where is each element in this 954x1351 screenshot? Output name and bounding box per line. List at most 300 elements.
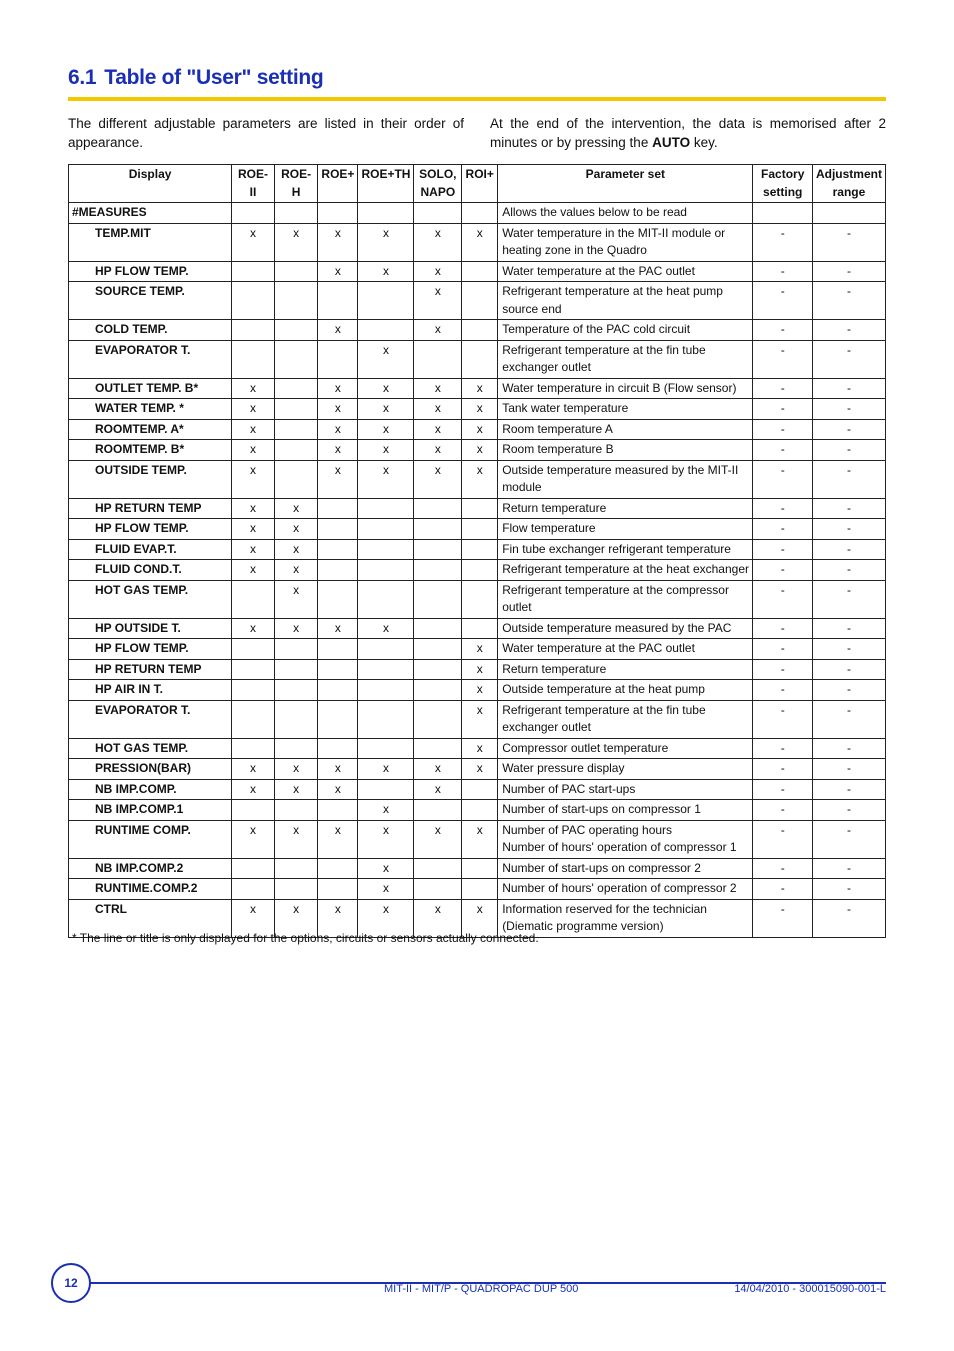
parameter-cell	[498, 539, 753, 560]
mark-cell-solo-napo: x	[414, 820, 462, 858]
adjustment-range-cell: -	[812, 738, 885, 759]
mark-cell-roe-plus	[318, 680, 358, 701]
adjustment-range-cell: -	[812, 282, 885, 320]
factory-setting-cell: -	[753, 223, 812, 261]
mark-cell-roe-plus	[318, 879, 358, 900]
mark-cell-roe-plus-th	[358, 203, 414, 224]
parameter-text: Refrigerant temperature at the heat exchanger	[502, 562, 750, 576]
parameter-cell	[498, 498, 753, 519]
mark-cell-roe-plus-th	[358, 519, 414, 540]
mark-cell-roe-plus-th	[358, 700, 414, 738]
mark-cell-roe-ii	[232, 203, 275, 224]
display-cell: EVAPORATOR T.	[69, 700, 232, 738]
adjustment-range-cell: -	[812, 858, 885, 879]
mark-cell-roe-ii: x	[232, 399, 275, 420]
table-header-row	[69, 165, 886, 203]
parameter-cell	[498, 580, 753, 618]
parameter-text: Refrigerant temperature at the heat pump source end	[502, 284, 723, 316]
table-row	[69, 618, 886, 639]
mark-cell-roe-plus-th	[358, 659, 414, 680]
mark-cell-roi-plus: x	[462, 820, 498, 858]
parameter-text: Number of PAC operating hours	[502, 822, 673, 837]
footer-document-reference: 14/04/2010 - 300015090-001-L	[734, 1283, 886, 1295]
page-number: 12	[64, 1276, 78, 1290]
mark-cell-solo-napo	[414, 519, 462, 540]
adjustment-range-cell: -	[812, 580, 885, 618]
factory-setting-cell: -	[753, 498, 812, 519]
parameter-cell	[498, 440, 753, 461]
mark-cell-roe-plus	[318, 858, 358, 879]
adjustment-range-cell: -	[812, 779, 885, 800]
adjustment-range-cell: -	[812, 261, 885, 282]
table-row	[69, 340, 886, 378]
factory-setting-cell: -	[753, 700, 812, 738]
mark-cell-solo-napo	[414, 680, 462, 701]
table-row	[69, 498, 886, 519]
mark-cell-roe-h: x	[274, 618, 318, 639]
mark-cell-roe-ii: x	[232, 440, 275, 461]
mark-cell-roe-plus-th	[358, 680, 414, 701]
display-cell: FLUID EVAP.T.	[69, 539, 232, 560]
factory-setting-cell: -	[753, 320, 812, 341]
mark-cell-roe-plus: x	[318, 223, 358, 261]
factory-setting-cell: -	[753, 879, 812, 900]
header-parameter-set: Parameter set	[498, 165, 753, 203]
mark-cell-roe-h	[274, 419, 318, 440]
parameter-text: Refrigerant temperature at the compressor outlet	[502, 582, 729, 614]
header-adjustment-range: Adjustment range	[812, 165, 885, 203]
mark-cell-solo-napo	[414, 340, 462, 378]
adjustment-range-cell: -	[812, 519, 885, 540]
mark-cell-roe-plus: x	[318, 440, 358, 461]
mark-cell-roe-plus-th	[358, 779, 414, 800]
mark-cell-roe-plus-th: x	[358, 419, 414, 440]
intro-left: The different adjustable parameters are listed in their order of appearance.	[68, 116, 464, 150]
mark-cell-roe-plus-th: x	[358, 899, 414, 937]
parameter-cell	[498, 659, 753, 680]
mark-cell-roe-plus-th	[358, 282, 414, 320]
table-row	[69, 680, 886, 701]
factory-setting-cell: -	[753, 899, 812, 937]
table-row	[69, 858, 886, 879]
mark-cell-roi-plus	[462, 320, 498, 341]
parameter-cell	[498, 261, 753, 282]
mark-cell-roi-plus: x	[462, 738, 498, 759]
mark-cell-solo-napo	[414, 618, 462, 639]
mark-cell-roi-plus: x	[462, 460, 498, 498]
table-row	[69, 223, 886, 261]
factory-setting-cell: -	[753, 580, 812, 618]
display-cell: HP AIR IN T.	[69, 680, 232, 701]
mark-cell-solo-napo	[414, 800, 462, 821]
mark-cell-roe-ii	[232, 879, 275, 900]
mark-cell-roi-plus: x	[462, 440, 498, 461]
parameter-text: Room temperature A	[502, 421, 613, 436]
display-cell: OUTLET TEMP. B*	[69, 378, 232, 399]
mark-cell-solo-napo	[414, 639, 462, 660]
display-cell: HP OUTSIDE T.	[69, 618, 232, 639]
parameter-text: Water temperature in the MIT-II module or heating zone in the Quadro	[502, 225, 726, 257]
table-row	[69, 460, 886, 498]
mark-cell-roe-ii	[232, 639, 275, 660]
parameter-text: Water temperature at the PAC outlet	[502, 263, 695, 278]
mark-cell-roe-plus	[318, 700, 358, 738]
parameter-cell	[498, 779, 753, 800]
parameter-text: Outside temperature measured by the PAC	[502, 620, 732, 635]
mark-cell-roe-plus	[318, 580, 358, 618]
mark-cell-roe-ii	[232, 261, 275, 282]
adjustment-range-cell: -	[812, 223, 885, 261]
parameter-cell	[498, 519, 753, 540]
mark-cell-roe-ii	[232, 800, 275, 821]
mark-cell-solo-napo	[414, 539, 462, 560]
mark-cell-roi-plus: x	[462, 399, 498, 420]
mark-cell-roe-ii	[232, 659, 275, 680]
mark-cell-roe-ii: x	[232, 560, 275, 581]
mark-cell-roe-plus	[318, 519, 358, 540]
parameter-text: Number of start-ups on compressor 1	[502, 802, 701, 816]
mark-cell-roe-h: x	[274, 223, 318, 261]
parameter-cell	[498, 639, 753, 660]
adjustment-range-cell: -	[812, 378, 885, 399]
mark-cell-roe-plus-th	[358, 639, 414, 660]
parameter-cell	[498, 320, 753, 341]
mark-cell-roe-plus-th: x	[358, 618, 414, 639]
factory-setting-cell: -	[753, 639, 812, 660]
header-roe-h: ROE-H	[274, 165, 318, 203]
section-heading	[68, 66, 323, 90]
factory-setting-cell: -	[753, 759, 812, 780]
mark-cell-solo-napo	[414, 580, 462, 618]
mark-cell-roe-plus-th	[358, 498, 414, 519]
factory-setting-cell: -	[753, 779, 812, 800]
header-roe-plus-th: ROE+TH	[358, 165, 414, 203]
mark-cell-roe-plus-th	[358, 580, 414, 618]
table-row	[69, 879, 886, 900]
mark-cell-roe-h	[274, 659, 318, 680]
factory-setting-cell: -	[753, 378, 812, 399]
factory-setting-cell: -	[753, 399, 812, 420]
mark-cell-roe-ii	[232, 340, 275, 378]
mark-cell-roe-ii: x	[232, 460, 275, 498]
parameter-text: Outside temperature measured by the MIT-II module	[502, 462, 739, 494]
section-number: 6.1	[68, 66, 97, 89]
mark-cell-roi-plus	[462, 800, 498, 821]
mark-cell-roe-h	[274, 320, 318, 341]
parameter-cell	[498, 460, 753, 498]
section-title: Table of "User" setting	[104, 66, 324, 89]
mark-cell-roe-h: x	[274, 519, 318, 540]
display-cell: WATER TEMP. *	[69, 399, 232, 420]
parameter-text: Temperature of the PAC cold circuit	[502, 322, 691, 336]
mark-cell-roe-h: x	[274, 498, 318, 519]
mark-cell-roe-plus-th: x	[358, 879, 414, 900]
mark-cell-roe-plus-th: x	[358, 378, 414, 399]
mark-cell-solo-napo: x	[414, 440, 462, 461]
heading-underline	[68, 97, 886, 101]
mark-cell-roe-plus: x	[318, 460, 358, 498]
mark-cell-roe-h	[274, 738, 318, 759]
mark-cell-solo-napo	[414, 203, 462, 224]
mark-cell-solo-napo	[414, 560, 462, 581]
mark-cell-roe-plus: x	[318, 779, 358, 800]
factory-setting-cell	[753, 203, 812, 224]
auto-key-label: AUTO	[652, 135, 691, 150]
mark-cell-roe-h: x	[274, 539, 318, 560]
adjustment-range-cell: -	[812, 800, 885, 821]
display-cell: EVAPORATOR T.	[69, 340, 232, 378]
mark-cell-roe-plus-th: x	[358, 858, 414, 879]
header-roe-ii: ROE-II	[232, 165, 275, 203]
mark-cell-roe-h	[274, 282, 318, 320]
mark-cell-roi-plus	[462, 879, 498, 900]
footnote: * The line or title is only displayed for the options, circuits or sensors actually connected.	[72, 931, 539, 945]
adjustment-range-cell: -	[812, 340, 885, 378]
mark-cell-roe-plus-th: x	[358, 399, 414, 420]
mark-cell-roe-h: x	[274, 899, 318, 937]
table-row	[69, 519, 886, 540]
mark-cell-roe-plus-th	[358, 560, 414, 581]
page-number-badge	[51, 1263, 91, 1303]
mark-cell-roi-plus	[462, 560, 498, 581]
factory-setting-cell: -	[753, 820, 812, 858]
mark-cell-solo-napo: x	[414, 282, 462, 320]
mark-cell-roe-h: x	[274, 779, 318, 800]
header-factory-setting: Factory setting	[753, 165, 812, 203]
display-cell: NB IMP.COMP.	[69, 779, 232, 800]
parameter-text: Refrigerant temperature at the fin tube exchanger outlet	[502, 342, 706, 374]
mark-cell-roe-h	[274, 639, 318, 660]
footer-document-name: MIT-II - MIT/P - QUADROPAC DUP 500	[384, 1283, 579, 1295]
factory-setting-cell: -	[753, 340, 812, 378]
mark-cell-roe-ii: x	[232, 419, 275, 440]
mark-cell-roe-h	[274, 858, 318, 879]
mark-cell-roe-h	[274, 680, 318, 701]
parameter-text: Fin tube exchanger refrigerant temperature	[502, 541, 731, 556]
adjustment-range-cell: -	[812, 639, 885, 660]
mark-cell-roi-plus	[462, 858, 498, 879]
table-row	[69, 539, 886, 560]
display-cell: HP RETURN TEMP	[69, 659, 232, 680]
mark-cell-roe-plus	[318, 738, 358, 759]
factory-setting-cell: -	[753, 738, 812, 759]
factory-setting-cell: -	[753, 519, 812, 540]
adjustment-range-cell: -	[812, 419, 885, 440]
factory-setting-cell: -	[753, 858, 812, 879]
mark-cell-roi-plus	[462, 539, 498, 560]
table-row	[69, 820, 886, 858]
parameter-cell	[498, 879, 753, 900]
mark-cell-roe-plus-th	[358, 320, 414, 341]
parameter-cell	[498, 399, 753, 420]
mark-cell-roe-h	[274, 879, 318, 900]
table-row	[69, 282, 886, 320]
parameter-cell	[498, 759, 753, 780]
display-cell: NB IMP.COMP.1	[69, 800, 232, 821]
parameter-cell	[498, 203, 753, 224]
mark-cell-roe-h	[274, 203, 318, 224]
mark-cell-solo-napo: x	[414, 320, 462, 341]
display-cell: RUNTIME.COMP.2	[69, 879, 232, 900]
parameter-text: Number of hours' operation of compressor 2	[502, 881, 737, 895]
parameter-text: Return temperature	[502, 500, 607, 515]
mark-cell-solo-napo: x	[414, 223, 462, 261]
mark-cell-roe-plus-th	[358, 738, 414, 759]
mark-cell-roe-ii	[232, 858, 275, 879]
factory-setting-cell: -	[753, 680, 812, 701]
display-cell: FLUID COND.T.	[69, 560, 232, 581]
adjustment-range-cell: -	[812, 680, 885, 701]
intro-right-text: At the end of the intervention, the data is memorised after 2 minutes or by pressing the	[490, 116, 886, 150]
mark-cell-roe-ii	[232, 580, 275, 618]
adjustment-range-cell: -	[812, 320, 885, 341]
mark-cell-solo-napo	[414, 498, 462, 519]
mark-cell-roe-plus	[318, 203, 358, 224]
parameter-cell	[498, 618, 753, 639]
mark-cell-roe-plus-th: x	[358, 440, 414, 461]
factory-setting-cell: -	[753, 800, 812, 821]
mark-cell-roe-plus	[318, 498, 358, 519]
mark-cell-roe-plus-th: x	[358, 340, 414, 378]
mark-cell-roi-plus: x	[462, 680, 498, 701]
parameter-text: Water pressure display	[502, 761, 625, 775]
mark-cell-solo-napo: x	[414, 261, 462, 282]
mark-cell-roe-ii: x	[232, 378, 275, 399]
display-cell: HP FLOW TEMP.	[69, 519, 232, 540]
mark-cell-roe-h	[274, 440, 318, 461]
intro-right	[490, 114, 886, 152]
adjustment-range-cell: -	[812, 700, 885, 738]
display-cell: HP RETURN TEMP	[69, 498, 232, 519]
display-cell: HP FLOW TEMP.	[69, 639, 232, 660]
mark-cell-roe-ii	[232, 282, 275, 320]
mark-cell-roi-plus	[462, 779, 498, 800]
mark-cell-solo-napo	[414, 659, 462, 680]
mark-cell-roe-plus	[318, 800, 358, 821]
display-cell: NB IMP.COMP.2	[69, 858, 232, 879]
parameter-text: Information reserved for the technician (Diematic programme version)	[502, 901, 707, 933]
mark-cell-roe-ii	[232, 738, 275, 759]
table-row	[69, 639, 886, 660]
display-cell: HOT GAS TEMP.	[69, 580, 232, 618]
mark-cell-solo-napo	[414, 738, 462, 759]
table-row	[69, 800, 886, 821]
mark-cell-roe-plus-th: x	[358, 261, 414, 282]
adjustment-range-cell: -	[812, 560, 885, 581]
parameter-text: Outside temperature at the heat pump	[502, 682, 705, 696]
mark-cell-solo-napo: x	[414, 378, 462, 399]
parameter-text: Refrigerant temperature at the fin tube exchanger outlet	[502, 702, 706, 734]
mark-cell-roe-plus-th: x	[358, 759, 414, 780]
factory-setting-cell: -	[753, 659, 812, 680]
mark-cell-roe-plus	[318, 282, 358, 320]
parameter-cell	[498, 800, 753, 821]
display-cell: COLD TEMP.	[69, 320, 232, 341]
parameter-text: Tank water temperature	[502, 401, 629, 415]
adjustment-range-cell: -	[812, 899, 885, 937]
mark-cell-roi-plus	[462, 498, 498, 519]
mark-cell-roi-plus	[462, 282, 498, 320]
display-cell: ROOMTEMP. B*	[69, 440, 232, 461]
factory-setting-cell: -	[753, 261, 812, 282]
table-row	[69, 320, 886, 341]
mark-cell-roe-h	[274, 800, 318, 821]
mark-cell-roi-plus	[462, 580, 498, 618]
adjustment-range-cell: -	[812, 879, 885, 900]
mark-cell-solo-napo: x	[414, 899, 462, 937]
display-cell: TEMP.MIT	[69, 223, 232, 261]
mark-cell-roe-ii: x	[232, 899, 275, 937]
mark-cell-roe-plus	[318, 340, 358, 378]
parameter-cell	[498, 419, 753, 440]
mark-cell-roe-h: x	[274, 820, 318, 858]
parameter-text: Number of PAC start-ups	[502, 781, 636, 796]
mark-cell-roe-h	[274, 700, 318, 738]
mark-cell-roi-plus	[462, 618, 498, 639]
factory-setting-cell: -	[753, 539, 812, 560]
mark-cell-roi-plus: x	[462, 759, 498, 780]
parameter-text: Water temperature at the PAC outlet	[502, 641, 695, 655]
parameter-cell	[498, 700, 753, 738]
display-cell: OUTSIDE TEMP.	[69, 460, 232, 498]
parameter-text: Return temperature	[502, 661, 607, 676]
adjustment-range-cell	[812, 203, 885, 224]
mark-cell-roi-plus	[462, 261, 498, 282]
parameter-cell	[498, 340, 753, 378]
table-row	[69, 779, 886, 800]
mark-cell-roe-plus-th: x	[358, 820, 414, 858]
factory-setting-cell: -	[753, 460, 812, 498]
adjustment-range-cell: -	[812, 460, 885, 498]
mark-cell-roe-plus: x	[318, 419, 358, 440]
mark-cell-roe-ii	[232, 680, 275, 701]
adjustment-range-cell: -	[812, 539, 885, 560]
table-body	[69, 203, 886, 938]
parameter-text: Allows the values below to be read	[502, 205, 687, 219]
mark-cell-roe-ii: x	[232, 618, 275, 639]
mark-cell-roe-ii: x	[232, 779, 275, 800]
mark-cell-roi-plus: x	[462, 223, 498, 261]
parameter-cell	[498, 282, 753, 320]
mark-cell-roe-h	[274, 261, 318, 282]
mark-cell-roe-plus-th: x	[358, 460, 414, 498]
mark-cell-roe-h: x	[274, 560, 318, 581]
table-row	[69, 759, 886, 780]
mark-cell-roe-plus	[318, 639, 358, 660]
parameter-cell	[498, 223, 753, 261]
mark-cell-roe-ii	[232, 700, 275, 738]
user-settings-table	[68, 164, 886, 938]
header-solo-napo: SOLO, NAPO	[414, 165, 462, 203]
table-row	[69, 378, 886, 399]
mark-cell-roi-plus	[462, 519, 498, 540]
mark-cell-roi-plus: x	[462, 700, 498, 738]
mark-cell-solo-napo	[414, 879, 462, 900]
factory-setting-cell: -	[753, 440, 812, 461]
mark-cell-roe-h: x	[274, 580, 318, 618]
mark-cell-roe-h	[274, 340, 318, 378]
mark-cell-roi-plus: x	[462, 639, 498, 660]
parameter-text: Water temperature in circuit B (Flow sensor)	[502, 380, 737, 395]
table-row	[69, 580, 886, 618]
mark-cell-roe-h	[274, 378, 318, 399]
mark-cell-solo-napo: x	[414, 779, 462, 800]
display-cell: #MEASURES	[69, 203, 232, 224]
display-cell: ROOMTEMP. A*	[69, 419, 232, 440]
header-roe-plus: ROE+	[318, 165, 358, 203]
parameter-text: Flow temperature	[502, 521, 596, 535]
mark-cell-roe-plus: x	[318, 759, 358, 780]
